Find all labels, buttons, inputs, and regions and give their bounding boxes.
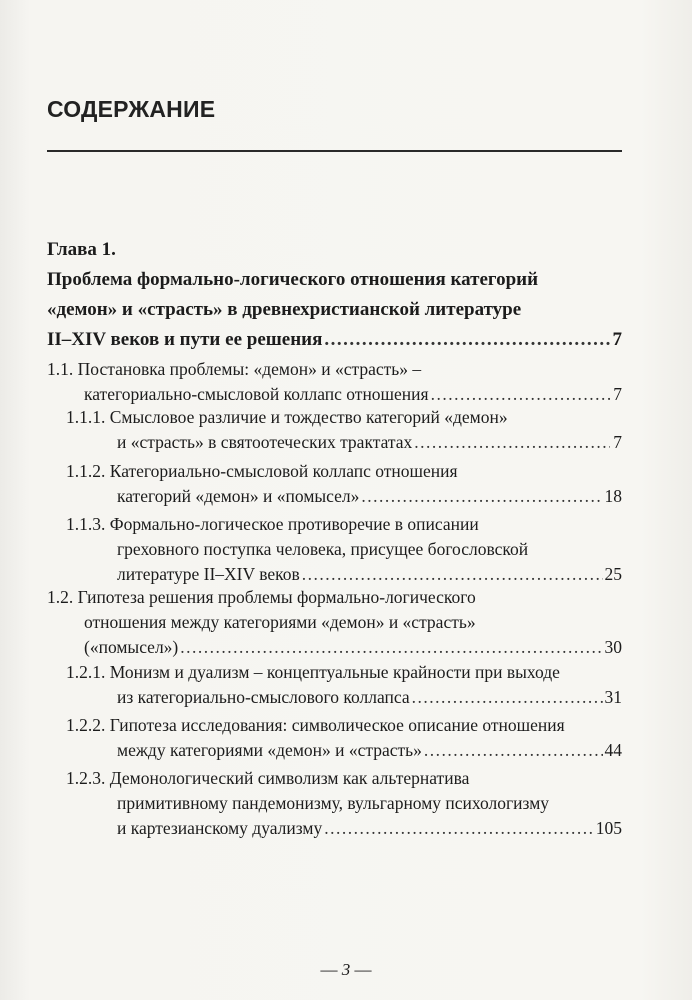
- toc-entry-1-1-2[interactable]: [66, 459, 622, 509]
- toc-line: 1.2.1. Монизм и дуализм – концептуальные крайности при выходе: [66, 662, 560, 682]
- toc-line: и «страсть» в святоотеческих трактатах: [117, 432, 413, 452]
- toc-line: из категориально-смыслового коллапса: [117, 687, 410, 707]
- page-ref: 31: [604, 687, 622, 707]
- page-title: СОДЕРЖАНИЕ: [47, 96, 216, 122]
- toc-line: Глава 1.: [47, 239, 116, 260]
- leader-dots: [324, 816, 594, 841]
- footer-dash: —: [320, 960, 338, 979]
- leader-dots: [180, 635, 602, 660]
- page-ref: 44: [604, 740, 622, 760]
- leader-dots: [302, 562, 603, 587]
- page-ref: 105: [595, 818, 622, 838]
- page-ref: 18: [604, 486, 622, 506]
- leader-dots: [324, 325, 610, 355]
- toc-line: 1.1. Постановка проблемы: «демон» и «страсть» –: [47, 359, 422, 379]
- title-rule: [47, 150, 622, 152]
- toc-entry-1-1[interactable]: [47, 357, 622, 407]
- toc-line: 1.2.3. Демонологический символизм как альтернатива: [66, 768, 470, 788]
- toc-line: («помысел»): [84, 637, 179, 657]
- leader-dots: [414, 430, 610, 455]
- toc-line: II–XIV веков и пути ее решения: [47, 329, 323, 350]
- toc-line: «демон» и «страсть» в древнехристианской литературе: [47, 299, 522, 320]
- leader-dots: [431, 382, 610, 407]
- toc-entry-1-2[interactable]: [47, 585, 622, 660]
- page-ref: 30: [604, 637, 622, 657]
- toc-line: между категориями «демон» и «страсть»: [117, 740, 422, 760]
- page-ref: 7: [613, 384, 622, 404]
- toc-entry-1-2-1[interactable]: [66, 660, 622, 710]
- page-ref: 7: [612, 329, 622, 350]
- toc-entry-1-1-1[interactable]: [66, 405, 622, 455]
- toc-entry-chapter-1[interactable]: [47, 235, 622, 355]
- page-number: 3: [341, 960, 351, 979]
- page-number-footer: [0, 960, 692, 980]
- toc-entry-1-1-3[interactable]: [66, 512, 622, 587]
- toc-line: 1.2. Гипотеза решения проблемы формально-логического: [47, 587, 476, 607]
- toc-line: и картезианскому дуализму: [117, 818, 323, 838]
- toc-line: примитивному пандемонизму, вульгарному психологизму: [117, 793, 550, 813]
- leader-dots: [412, 685, 603, 710]
- leader-dots: [424, 738, 603, 763]
- toc-line: 1.2.2. Гипотеза исследования: символическое описание отношения: [66, 715, 565, 735]
- toc-line: 1.1.1. Смысловое различие и тождество категорий «демон»: [66, 407, 508, 427]
- toc-line: 1.1.3. Формально-логическое противоречие в описании: [66, 514, 479, 534]
- toc-line: категориально-смысловой коллапс отношения: [84, 384, 429, 404]
- toc-line: греховного поступка человека, присущее богословской: [117, 539, 529, 559]
- toc-line: отношения между категориями «демон» и «страсть»: [84, 612, 476, 632]
- toc-entry-1-2-2[interactable]: [66, 713, 622, 763]
- toc-line: Проблема формально-логического отношения категорий: [47, 269, 539, 290]
- page-ref: 25: [604, 564, 622, 584]
- toc-line: категорий «демон» и «помысел»: [117, 486, 360, 506]
- toc-line: литературе II–XIV веков: [117, 564, 300, 584]
- page-ref: 7: [613, 432, 622, 452]
- footer-dash: —: [354, 960, 372, 979]
- toc-entry-1-2-3[interactable]: [66, 766, 622, 841]
- leader-dots: [361, 484, 602, 509]
- toc-line: 1.1.2. Категориально-смысловой коллапс отношения: [66, 461, 458, 481]
